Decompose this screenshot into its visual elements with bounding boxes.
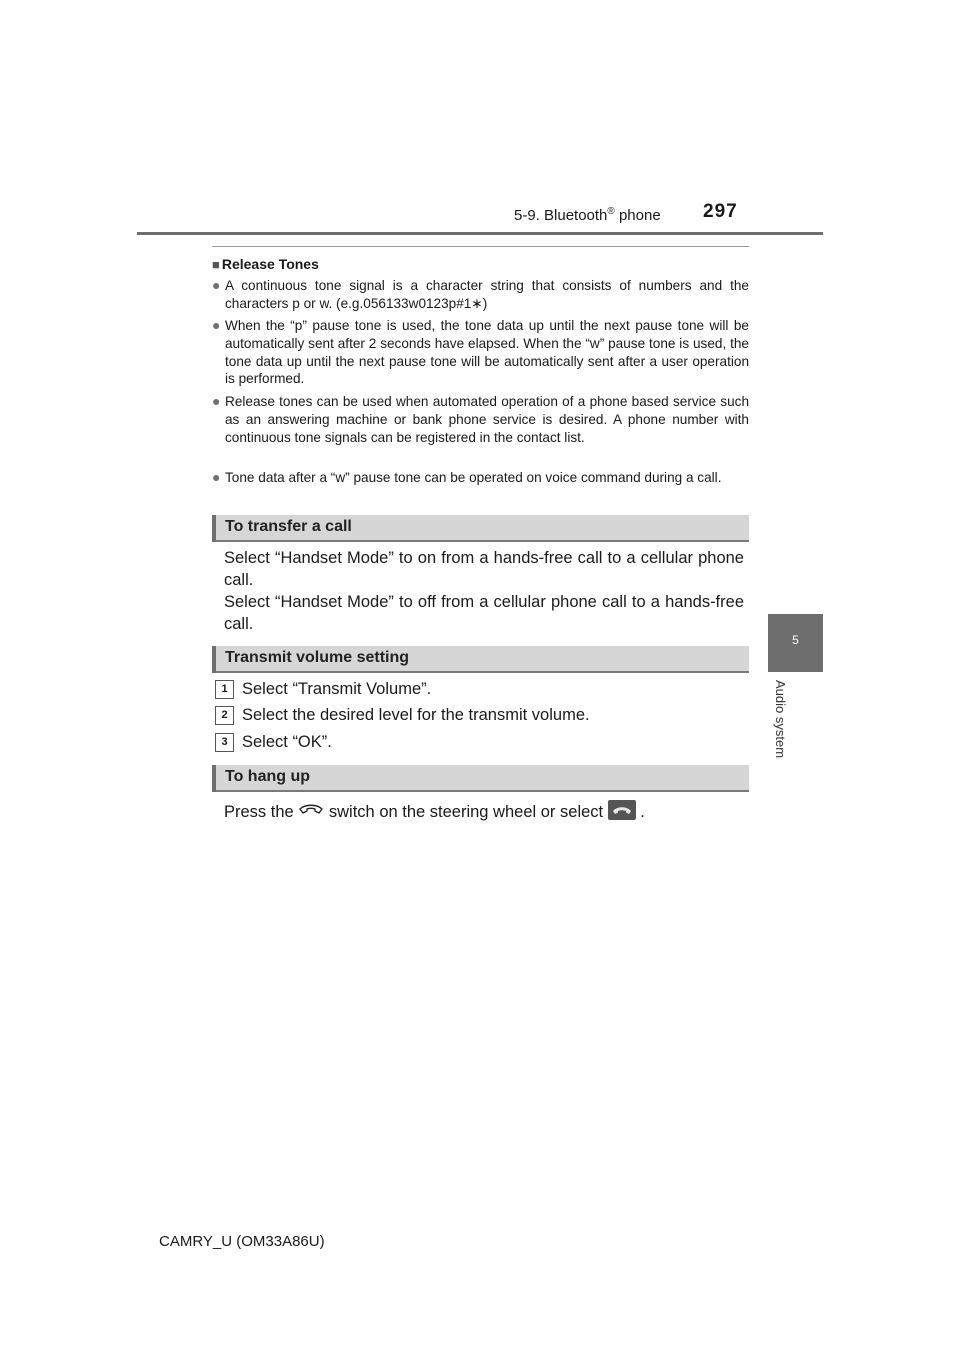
- release-tones-heading: ■ Release Tones: [212, 256, 319, 272]
- section-heading: 5-9. Bluetooth® phone: [514, 206, 661, 224]
- step-item: [215, 706, 590, 725]
- step-item: [215, 680, 431, 699]
- list-item: [212, 469, 749, 487]
- chapter-label-wrap: [766, 680, 796, 780]
- transmit-section-title: Transmit volume setting: [225, 649, 410, 666]
- step-item: [215, 733, 332, 752]
- chapter-label: Audio system: [773, 680, 788, 759]
- bullet-icon: ●: [212, 393, 221, 409]
- hangup-text: Press the switch on the steering wheel or select .: [224, 800, 645, 825]
- step-text: Select “OK”.: [242, 733, 332, 751]
- bullet-text: A continuous tone signal is a character string that consists of numbers and the characters p or w. (e.g.056133w0123p#1∗): [225, 278, 749, 311]
- step-number: 3: [215, 733, 234, 752]
- bullet-text: Tone data after a “w” pause tone can be operated on voice command during a call.: [225, 470, 722, 485]
- step-number: 2: [215, 706, 234, 725]
- step-text: Select “Transmit Volume”.: [242, 680, 432, 698]
- registered-mark: ®: [607, 206, 615, 217]
- transfer-text-2: Select “Handset Mode” to off from a cellular phone call to a hands-free call.: [224, 593, 744, 633]
- list-item: [212, 317, 749, 388]
- hangup-section-bar: [212, 765, 749, 792]
- hangup-section-title: To hang up: [225, 768, 311, 785]
- transfer-section-title: To transfer a call: [225, 518, 352, 535]
- transfer-section-bar: [212, 515, 749, 542]
- bullet-icon: ●: [212, 317, 221, 333]
- step-number: 1: [215, 680, 234, 699]
- list-item: [212, 393, 749, 446]
- content-rule: [212, 246, 749, 247]
- list-item: [212, 277, 749, 313]
- end-call-button-icon: [608, 800, 636, 825]
- footer-model: CAMRY_U (OM33A86U): [159, 1233, 325, 1250]
- page-number: 297: [703, 201, 738, 222]
- chapter-tab: [768, 614, 823, 672]
- chapter-number: 5: [792, 633, 799, 647]
- step-text: Select the desired level for the transmit volume.: [242, 706, 590, 724]
- bullet-text: Release tones can be used when automated operation of a phone based service such as an answering machine or bank phone service is desired. A phone number with continuous tone signals can be registered in the contact list.: [225, 394, 749, 445]
- transfer-text-1: Select “Handset Mode” to on from a hands-free call to a cellular phone call.: [224, 549, 744, 589]
- transmit-section-bar: [212, 646, 749, 673]
- phone-hangup-switch-icon: [298, 803, 324, 822]
- bullet-icon: ●: [212, 469, 221, 485]
- bullet-text: When the “p” pause tone is used, the tone data up until the next pause tone will be automatically sent after 2 seconds have elapsed. When the “w” pause tone is used, the tone data up until the next pause tone will be automatically sent after a user operation is performed.: [225, 318, 749, 387]
- square-marker-icon: ■: [212, 257, 220, 272]
- bullet-icon: ●: [212, 277, 221, 293]
- header-rule: [137, 232, 823, 235]
